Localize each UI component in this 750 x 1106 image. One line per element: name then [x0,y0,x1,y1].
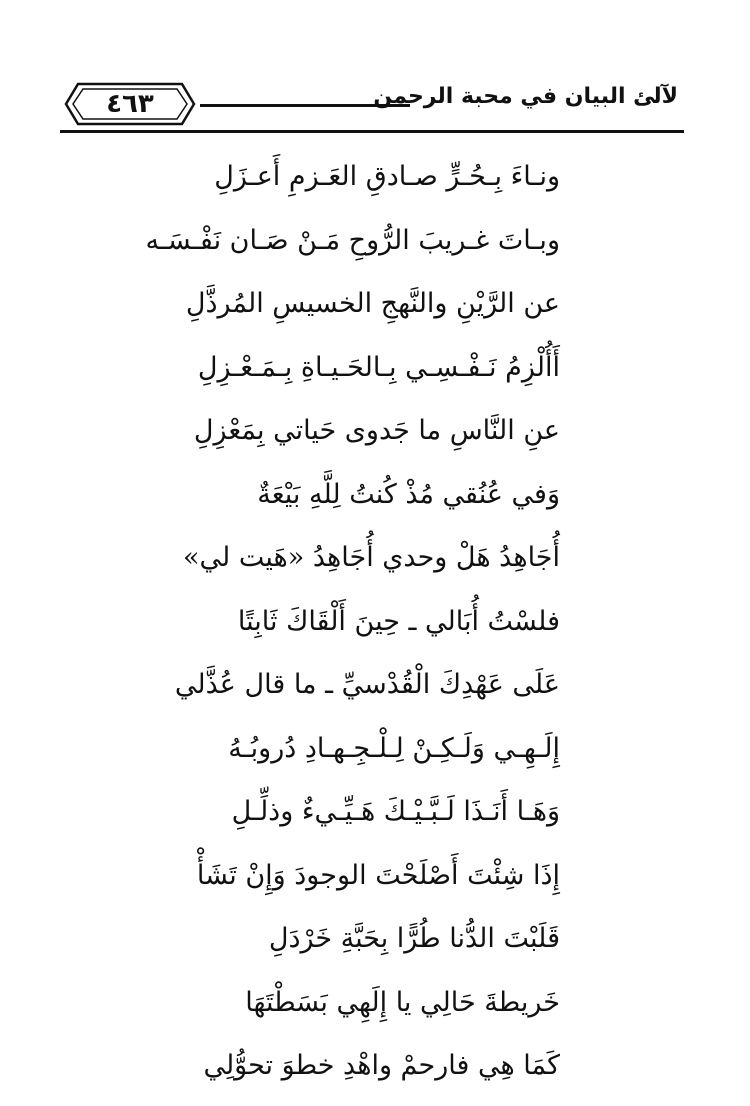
verse-line: عن الرَّيْنِ والنَّهجِ الخسيسِ المُرذَّلِ [185,288,560,319]
verse-line: كَمَا هِي فارحمْ واهْدِ خطوَ تحوُّلِي [203,1050,560,1081]
page-header [60,78,684,134]
poem-verses [145,145,560,1098]
verse-line: عنِ النَّاسِ ما جَدوى حَياتي بِمَعْزِلِ [193,415,560,446]
page-number: ٤٦٣ [106,89,154,119]
verse-line: خَريطةَ حَالِي يا إِلَهِي بَسَطْتَهَا [245,986,560,1018]
verse-line: فلسْتُ أُبَالي ـ حِينَ أَلْقَاكَ ثَابِتًا [237,605,560,637]
header-underline [60,130,684,133]
verse-line: وَهَـا أَنَـذَا لَـبَّـيْـكَ هَـيِّـيءٌ وذلِّـلِ [231,796,560,827]
verse-line: وبـاتَ غـريبَ الرُّوحِ مَـنْ صَـان نَفْـسَـه [145,224,560,256]
book-title: لآلئ البيان في محبة الرحمن [373,84,678,109]
verse-line: وَفي عُنُقي مُذْ كُنتُ لِلَّهِ بَيْعَةٌ [257,478,560,510]
verse-line: إِذَا شِئْتَ أَصْلَحْتَ الوجودَ وَإِنْ تَشَأْ [196,859,560,891]
verse-line: ونـاءَ بِـحُـرٍّ صـادقِ العَـزمِ أَعـزَلِ [214,161,560,192]
verse-line: إِلَـهِـي وَلَـكِـنْ لِـلْـجِـهـادِ دُروبُـهُ [228,732,560,764]
verse-line: أَأُلْزِمُ نَـفْـسِـي بِـالحَـيـاةِ بِـمَـعْـزِلِ [197,351,560,383]
verse-line: قَلَبْتَ الدُّنا طُرًّا بِحَبَّةِ خَرْدَلِ [268,923,560,954]
verse-line: أُجَاهِدُ هَلْ وحدي أُجَاهِدُ «هَيت لي» [183,542,560,573]
verse-line: عَلَى عَهْدِكَ الْقُدْسيِّ ـ ما قال عُذَّلي [174,669,560,700]
page-number-badge [64,82,196,126]
